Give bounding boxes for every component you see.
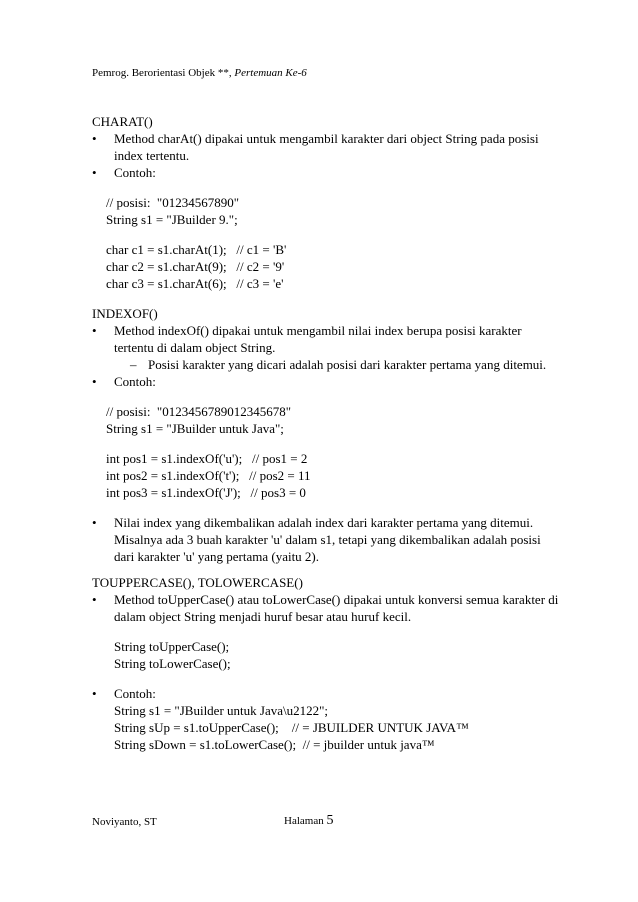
page-number: 5 [326,813,334,828]
page-label: Halaman [284,815,327,827]
bullet-text: index tertentu. [114,148,190,163]
code-line: // posisi: "0123456789012345678" [106,404,292,419]
bullet-item [92,130,552,164]
bullet-text: Contoh: [114,165,156,180]
code-line: String s1 = "JBuilder 9."; [106,212,238,227]
bullet-text: Contoh: [114,374,156,389]
footer-page [284,813,333,829]
bullet-text: Method indexOf() dipakai untuk mengambil nilai index berupa posisi karakter [114,323,522,338]
bullet-text: Nilai index yang dikembalikan adalah index dari karakter pertama yang ditemui. [114,515,534,530]
bullet-text: Contoh: [114,686,156,701]
sub-bullet-text: Posisi karakter yang dicari adalah posisi dari karakter pertama yang ditemui. [148,357,547,372]
bullet-text: Method charAt() dipakai untuk mengambil karakter dari object String pada posisi [114,131,539,146]
bullet-item [92,322,552,356]
bullet-text: Misalnya ada 3 buah karakter 'u' dalam s1, tetapi yang dikembalikan adalah posisi [114,532,541,547]
bullet-item [92,591,559,625]
sub-bullet-item [92,356,552,373]
code-line: String sDown = s1.toLowerCase(); // = jbuilder untuk java™ [114,737,435,752]
bullet-item [92,373,552,390]
code-line: char c2 = s1.charAt(9); // c2 = '9' [106,259,285,274]
bullet-icon: • [92,323,97,338]
section-title-charat: CHARAT() [92,114,153,129]
bullet-item [92,164,552,181]
code-line: String s1 = "JBuilder untuk Java\u2122"; [114,703,329,718]
bullet-icon: • [92,165,97,180]
bullet-text: dalam object String menjadi huruf besar atau huruf kecil. [114,609,412,624]
bullet-icon: • [92,686,97,701]
bullet-item [92,514,552,565]
bullet-text: dari karakter 'u' yang pertama (yaitu 2). [114,549,320,564]
bullet-icon: • [92,592,97,607]
header-course: Pemrog. Berorientasi Objek **, [92,67,235,79]
section-title-indexof: INDEXOF() [92,306,158,321]
bullet-icon: • [92,131,97,146]
header-meeting: Pertemuan Ke-6 [234,67,307,79]
bullet-icon: • [92,374,97,389]
page-header [92,67,307,79]
bullet-icon: • [92,515,97,530]
code-line: int pos2 = s1.indexOf('t'); // pos2 = 11 [106,468,311,483]
code-line: String s1 = "JBuilder untuk Java"; [106,421,284,436]
bullet-text: Method toUpperCase() atau toLowerCase() dipakai untuk konversi semua karakter di [114,592,559,607]
bullet-item [92,685,552,753]
code-line: int pos1 = s1.indexOf('u'); // pos1 = 2 [106,451,308,466]
code-line: String toUpperCase(); [114,639,230,654]
bullet-text: tertentu di dalam object String. [114,340,276,355]
code-line: String toLowerCase(); [114,656,231,671]
page-content [92,113,559,753]
footer-author: Noviyanto, ST [92,816,157,828]
code-line: // posisi: "01234567890" [106,195,240,210]
code-line: char c1 = s1.charAt(1); // c1 = 'B' [106,242,287,257]
section-title-case: TOUPPERCASE(), TOLOWERCASE() [92,575,303,590]
code-line: String sUp = s1.toUpperCase(); // = JBUILDER UNTUK JAVA™ [114,720,469,735]
code-line: int pos3 = s1.indexOf('J'); // pos3 = 0 [106,485,306,500]
code-line: char c3 = s1.charAt(6); // c3 = 'e' [106,276,284,291]
dash-icon: – [130,357,137,372]
